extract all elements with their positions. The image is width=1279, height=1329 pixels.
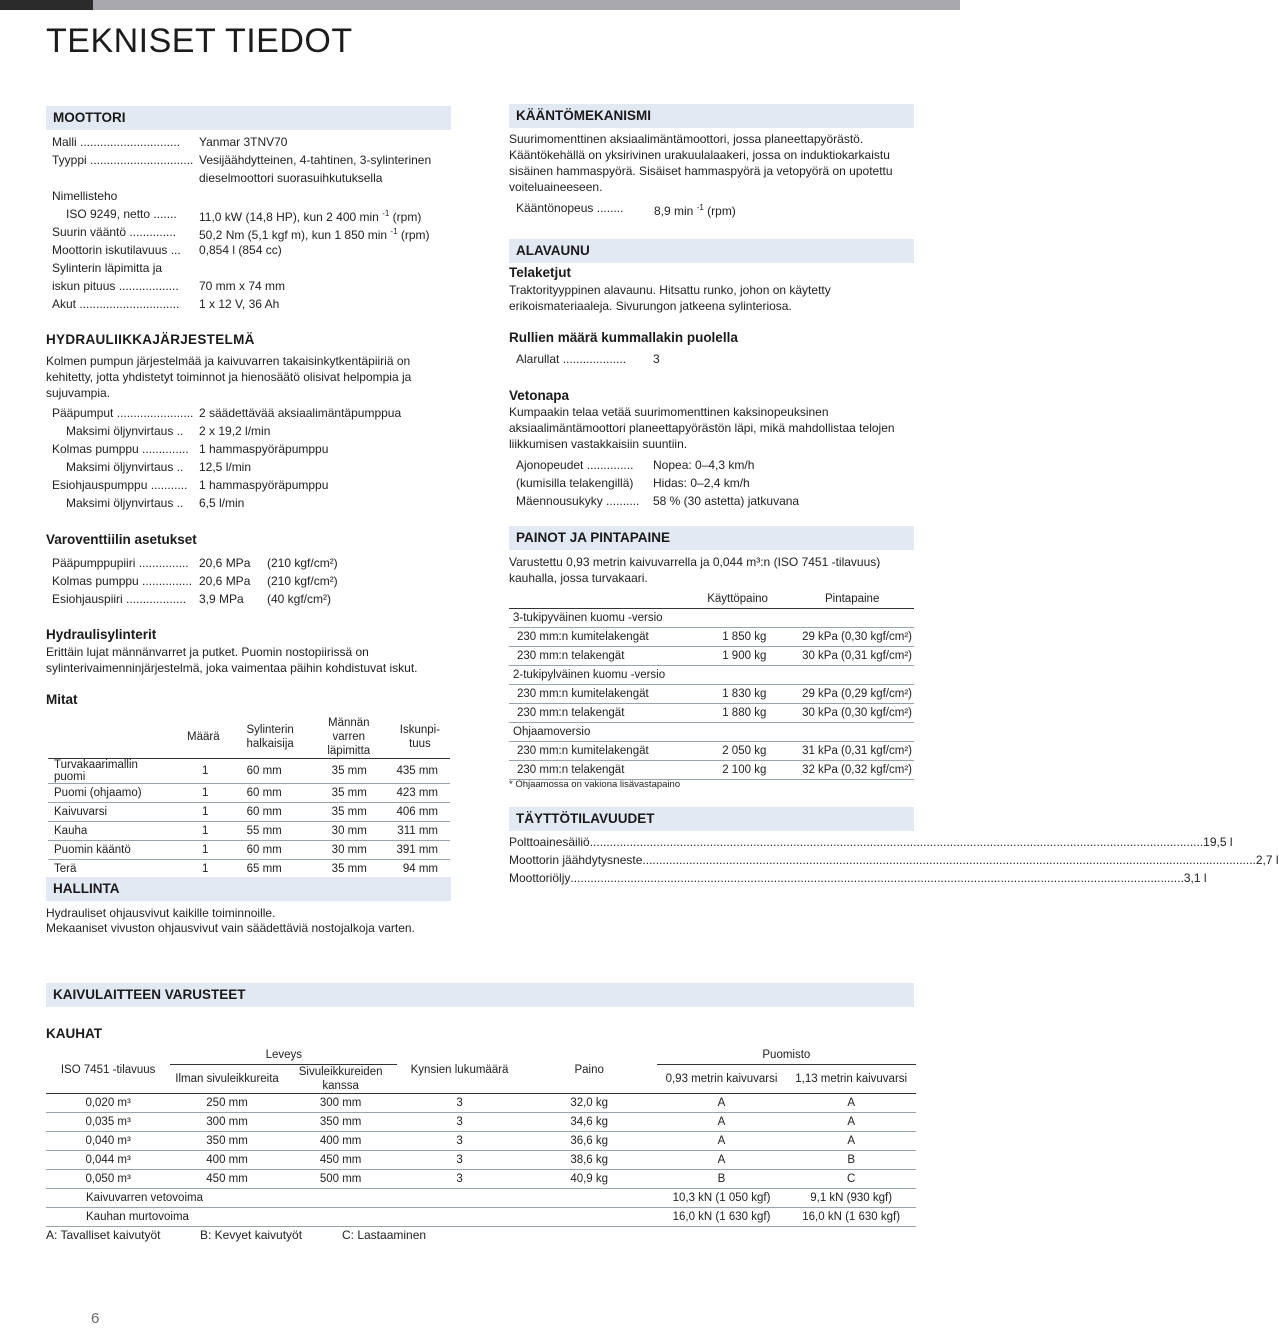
kauhat-header-paino: Paino	[522, 1046, 657, 1094]
ajonopeus-value: 58 % (30 astetta) jatkuvana	[653, 494, 800, 508]
moottori-specs	[52, 133, 452, 313]
hydrauliikka-label: Pääpumput .......................	[52, 406, 194, 420]
painot-footnote: * Ohjaamossa on vakiona lisävastapaino	[509, 779, 681, 790]
varoventtiili-value-2: (40 kgf/cm²)	[267, 592, 332, 606]
moottori-row	[52, 277, 452, 295]
painot-cell: 30 kPa (0,30 kgf/cm²)	[790, 704, 914, 723]
kauhat-cell: 500 mm	[284, 1170, 398, 1189]
varoventtiili-label: Pääpumppupiiri ...............	[52, 556, 189, 570]
kauhat-cell: 0,044 m³	[46, 1151, 170, 1170]
mitat-cell: 1	[174, 822, 233, 841]
hydrauliikka-value: 2 säädettävää aksiaalimäntäpumppua	[199, 406, 402, 420]
varoventtiili-row	[52, 590, 452, 608]
painot-cell: 29 kPa (0,29 kgf/cm²)	[790, 685, 914, 704]
dot-leader: ........................................................................................................................................................................................	[589, 835, 1204, 849]
moottori-label: ISO 9249, netto .......	[66, 207, 177, 221]
kauhat-force-label: Kaivuvarren vetovoima	[46, 1189, 284, 1208]
hallinta-heading: HALLINTA	[46, 877, 451, 901]
moottori-row	[52, 169, 452, 187]
moottori-row	[52, 151, 452, 169]
mitat-cell: 391 mm	[390, 841, 450, 860]
painot-cell: 1 900 kg	[685, 647, 791, 666]
mitat-cell: 35 mm	[308, 803, 390, 822]
hydrauliikka-label: Maksimi öljynvirtaus ..	[66, 460, 184, 474]
kaantonopeus-value: 8,9 min $^{-1}$ (rpm)	[654, 203, 736, 218]
kauhat-cell: B	[786, 1151, 916, 1170]
alavaunu-heading: ALAVAUNU	[509, 239, 914, 263]
ajonopeus-label: Mäennousukyky ..........	[516, 494, 640, 508]
kauhat-force-empty	[284, 1189, 657, 1208]
painot-cell: 32 kPa (0,32 kgf/cm²)	[790, 761, 914, 780]
hydrauliikka-label: Esiohjauspumppu ...........	[52, 478, 188, 492]
kauhat-header-puomisto: Puomisto	[657, 1046, 916, 1065]
hallinta-line-1: Hydrauliset ohjausvivut kaikille toiminnoille.	[46, 906, 276, 920]
moottori-value: 1 x 12 V, 36 Ah	[199, 297, 280, 311]
kauhat-cell: 3	[397, 1113, 521, 1132]
moottori-value: 50,2 Nm (5,1 kgf m), kun 1 850 min $^{-1}$ (rpm)	[199, 227, 430, 242]
tayttotilavuudet-list	[509, 833, 1279, 887]
kauhat-cell: A	[657, 1132, 787, 1151]
kauhat-cell: 400 mm	[284, 1132, 398, 1151]
mitat-cell: 35 mm	[308, 759, 390, 784]
kauhat-cell: C	[786, 1170, 916, 1189]
moottori-value: dieselmoottori suorasuihkutuksella	[199, 171, 383, 185]
mitat-cell: 406 mm	[390, 803, 450, 822]
painot-row-label: 230 mm:n kumitelakengät	[509, 685, 685, 704]
painot-cell: 31 kPa (0,31 kgf/cm²)	[790, 742, 914, 761]
kauhat-cell: 3	[397, 1132, 521, 1151]
moottori-label: Malli ..............................	[52, 135, 181, 149]
alarullat-label: Alarullat ...................	[516, 352, 627, 366]
varoventtiili-value: 20,6 MPa	[199, 574, 251, 588]
ajonopeus-row	[516, 474, 911, 492]
painot-group-title: 3-tukipyväinen kuomu -versio	[509, 609, 914, 628]
ajonopeus-value: Nopea: 0–4,3 km/h	[653, 458, 755, 472]
hydrauliikka-row	[52, 404, 452, 422]
painot-group-row	[509, 666, 914, 685]
moottori-label	[52, 169, 199, 187]
kaantomekanismi-text: Suurimomenttinen aksiaalimäntämoottori, jossa planeettapyörästö. Kääntökehällä on yksirivinen urakuulalaakeri, jossa on induktiokarkaistu sisäinen hammaspyörä. Sisäiset hammaspyörä ja vetopyörä on upotettu voiteluaineeseen.	[509, 132, 893, 194]
painot-cell: 1 880 kg	[685, 704, 791, 723]
hydrauliikka-value: 2 x 19,2 l/min	[199, 424, 271, 438]
painot-row-label: 230 mm:n telakengät	[509, 647, 685, 666]
moottori-value: 11,0 kW (14,8 HP), kun 2 400 min $^{-1}$ (rpm)	[199, 209, 422, 224]
kauhat-cell: 32,0 kg	[522, 1094, 657, 1113]
kauhat-cell: 0,040 m³	[46, 1132, 170, 1151]
kauhat-cell: 450 mm	[284, 1151, 398, 1170]
moottori-label: Nimellisteho	[52, 189, 118, 203]
kauhat-cell: A	[786, 1132, 916, 1151]
painot-cell: 1 850 kg	[685, 628, 791, 647]
kauhat-cell: A	[657, 1151, 787, 1170]
painot-row-label: 230 mm:n telakengät	[509, 704, 685, 723]
table-row	[46, 1113, 916, 1132]
mitat-header-lapimitta: Männän varren läpimitta	[308, 716, 390, 759]
kauhat-cell: B	[657, 1170, 787, 1189]
table-row	[46, 1132, 916, 1151]
mitat-cell: 423 mm	[390, 784, 450, 803]
mitat-cell: 30 mm	[308, 841, 390, 860]
mitat-heading: Mitat	[46, 692, 78, 707]
hydrauliikka-value: 12,5 l/min	[199, 460, 252, 474]
mitat-cell: 311 mm	[390, 822, 450, 841]
moottori-label: Sylinterin läpimitta ja	[52, 261, 163, 275]
hydraulisylinterit-heading: Hydraulisylinterit	[46, 627, 157, 642]
kauhat-table	[46, 1046, 916, 1227]
table-row	[509, 628, 914, 647]
hydrauliikka-value: 1 hammaspyöräpumppu	[199, 442, 329, 456]
kauhat-cell: A	[786, 1113, 916, 1132]
moottori-label: Moottorin iskutilavuus ...	[52, 243, 181, 257]
kauhat-force-empty	[284, 1208, 657, 1227]
tayttotilavuus-row	[509, 869, 1207, 887]
rullat-heading: Rullien määrä kummallakin puolella	[509, 330, 738, 345]
kauhat-cell: 300 mm	[170, 1113, 284, 1132]
kauhat-cell: 36,6 kg	[522, 1132, 657, 1151]
moottori-label: Tyyppi ...............................	[52, 153, 194, 167]
dot-leader: ........................................................................................................................................................................................	[642, 853, 1256, 867]
varoventtiili-value-2: (210 kgf/cm²)	[267, 556, 338, 570]
kauhat-header-sivu: Sivuleikkureiden kanssa	[284, 1065, 398, 1094]
painot-cell: 1 830 kg	[685, 685, 791, 704]
ajonopeudet-specs	[516, 456, 911, 510]
mitat-cell: 35 mm	[308, 784, 390, 803]
kauhat-cell: 300 mm	[284, 1094, 398, 1113]
tayttotilavuus-value: 3,1 l	[1183, 871, 1207, 885]
kauhat-header-113: 1,13 metrin kaivuvarsi	[786, 1065, 916, 1094]
painot-row-label: 230 mm:n telakengät	[509, 761, 685, 780]
painot-corner	[509, 590, 685, 609]
hydrauliikka-row	[52, 476, 452, 494]
kauhat-cell: A	[786, 1094, 916, 1113]
table-row	[46, 1189, 916, 1208]
moottori-value: 0,854 l (854 cc)	[199, 243, 282, 257]
painot-cell: 2 100 kg	[685, 761, 791, 780]
hallinta-line-2: Mekaaniset vivuston ohjausvivut vain säädettäviä nostojalkoja varten.	[46, 921, 415, 935]
top-bar	[0, 0, 960, 10]
kaantomekanismi-heading: KÄÄNTÖMEKANISMI	[509, 104, 914, 128]
kauhat-header-093: 0,93 metrin kaivuvarsi	[657, 1065, 787, 1094]
varoventtiili-row	[52, 554, 452, 572]
kauhat-force-value: 10,3 kN (1 050 kgf)	[657, 1189, 787, 1208]
hydrauliikka-label: Maksimi öljynvirtaus ..	[66, 424, 184, 438]
moottori-row	[52, 223, 452, 241]
varoventtiili-value: 3,9 MPa	[199, 592, 244, 606]
kauhat-cell: 38,6 kg	[522, 1151, 657, 1170]
moottori-value: Yanmar 3TNV70	[199, 135, 288, 149]
kaivulaitteet-heading: KAIVULAITTEEN VARUSTEET	[46, 983, 914, 1007]
painot-group-row	[509, 723, 914, 742]
moottori-value: Vesijäähdytteinen, 4-tahtinen, 3-sylinterinen	[199, 153, 432, 167]
moottori-row	[52, 295, 452, 313]
table-row	[509, 685, 914, 704]
mitat-cell: 65 mm	[233, 860, 308, 879]
kauhat-cell: 40,9 kg	[522, 1170, 657, 1189]
mitat-cell: 30 mm	[308, 822, 390, 841]
mitat-cell: 1	[174, 860, 233, 879]
moottori-row	[52, 259, 452, 277]
mitat-cell: 1	[174, 784, 233, 803]
tayttotilavuus-value: 19,5 l	[1203, 835, 1233, 849]
mitat-cell: 94 mm	[390, 860, 450, 879]
vetonapa-text: Kumpaakin telaa vetää suurimomenttinen kaksinopeuksinen aksiaalimäntämoottori planeettapyörästön läpi, mikä mahdollistaa telojen liikkumisen vastakkaisiin suuntiin.	[509, 405, 895, 451]
alarullat-row	[516, 350, 911, 368]
mitat-cell: 1	[174, 803, 233, 822]
painot-row-label: 230 mm:n kumitelakengät	[509, 628, 685, 647]
table-row	[48, 759, 450, 784]
hydrauliikka-row	[52, 422, 452, 440]
moottori-row	[52, 241, 452, 259]
hydrauliikka-value: 6,5 l/min	[199, 496, 245, 510]
tayttotilavuus-row	[509, 833, 1233, 851]
kaantonopeus-row	[516, 199, 911, 217]
tayttotilavuus-label: Moottoriöljy	[509, 871, 571, 885]
varoventtiili-row	[52, 572, 452, 590]
moottori-row	[52, 133, 452, 151]
kauhat-cell: 34,6 kg	[522, 1113, 657, 1132]
hydrauliikka-intro: Kolmen pumpun järjestelmää ja kaivuvarren takaisinkytkentäpiiriä on kehitetty, jotta yhdistetyt toiminnot ja hienosäätö olisivat helpompia ja sujuvampia.	[46, 354, 412, 400]
painot-table	[509, 590, 914, 780]
varoventtiili-label: Esiohjauspiiri ..................	[52, 592, 187, 606]
table-row	[48, 822, 450, 841]
tayttotilavuus-value: 2,7 l	[1255, 853, 1279, 867]
mitat-row-label: Kauha	[48, 822, 174, 841]
kauhat-cell: 250 mm	[170, 1094, 284, 1113]
kauhat-force-label: Kauhan murtovoima	[46, 1208, 284, 1227]
mitat-cell: 1	[174, 759, 233, 784]
tayttotilavuus-label: Moottorin jäähdytysneste	[509, 853, 643, 867]
kauhat-header-iso: ISO 7451 -tilavuus	[46, 1046, 170, 1094]
legend-b: B: Kevyet kaivutyöt	[200, 1228, 303, 1242]
kauhat-cell: 3	[397, 1151, 521, 1170]
kaantonopeus-label: Kääntönopeus ........	[516, 201, 624, 215]
table-row	[46, 1151, 916, 1170]
ajonopeus-label: Ajonopeudet ..............	[516, 458, 634, 472]
moottori-value: 70 mm x 74 mm	[199, 279, 286, 293]
dot-leader: ........................................................................................................................................................................................	[570, 871, 1184, 885]
alarullat-value: 3	[653, 352, 660, 366]
kauhat-force-value: 16,0 kN (1 630 kgf)	[786, 1208, 916, 1227]
tayttotilavuus-row	[509, 851, 1279, 869]
ajonopeus-label: (kumisilla telakengillä)	[516, 476, 634, 490]
kauhat-force-value: 9,1 kN (930 kgf)	[786, 1189, 916, 1208]
table-row	[46, 1170, 916, 1189]
moottori-label: Akut ..............................	[52, 297, 180, 311]
kauhat-cell: 0,035 m³	[46, 1113, 170, 1132]
ajonopeus-value: Hidas: 0–2,4 km/h	[653, 476, 750, 490]
top-bar-accent	[0, 0, 93, 10]
mitat-cell: 55 mm	[233, 822, 308, 841]
hydrauliikka-label: Kolmas pumppu ..............	[52, 442, 189, 456]
table-row	[46, 1208, 916, 1227]
varoventtiili-value-2: (210 kgf/cm²)	[267, 574, 338, 588]
kauhat-cell: 3	[397, 1170, 521, 1189]
telaketjut-heading: Telaketjut	[509, 265, 572, 280]
hydrauliikka-row	[52, 494, 452, 512]
table-row	[48, 860, 450, 879]
mitat-header-iskunpituus: Iskunpi- tuus	[390, 716, 450, 759]
mitat-table	[48, 716, 450, 879]
kauhat-cell: A	[657, 1094, 787, 1113]
mitat-header-maara: Määrä	[174, 716, 233, 759]
kauhat-cell: 0,050 m³	[46, 1170, 170, 1189]
hydrauliikka-value: 1 hammaspyöräpumppu	[199, 478, 329, 492]
painot-header-kayttopaino: Käyttöpaino	[685, 590, 791, 609]
mitat-header-halkaisija: Sylinterin halkaisija	[233, 716, 308, 759]
mitat-row-label: Turvakaarimallin puomi	[48, 759, 174, 784]
kauhat-cell: 3	[397, 1094, 521, 1113]
kauhat-force-value: 16,0 kN (1 630 kgf)	[657, 1208, 787, 1227]
mitat-corner	[48, 716, 174, 759]
mitat-cell: 60 mm	[233, 841, 308, 860]
kauhat-header-kynnet: Kynsien lukumäärä	[397, 1046, 521, 1094]
moottori-heading: MOOTTORI	[46, 106, 451, 130]
kauhat-cell: A	[657, 1113, 787, 1132]
legend-c: C: Lastaaminen	[342, 1228, 427, 1242]
kauhat-cell: 400 mm	[170, 1151, 284, 1170]
hydrauliikka-specs	[52, 404, 452, 512]
table-row	[509, 704, 914, 723]
telaketjut-text: Traktorityyppinen alavaunu. Hitsattu runko, johon on käytetty erikoismateriaaleja. Sivurungon jatkeena sylinteriosa.	[509, 283, 831, 313]
page-title: TEKNISET TIEDOT	[46, 22, 353, 60]
kauhat-heading: KAUHAT	[46, 1026, 102, 1041]
table-row	[46, 1094, 916, 1113]
mitat-cell: 435 mm	[390, 759, 450, 784]
kauhat-header-leveys: Leveys	[170, 1046, 397, 1065]
painot-heading: PAINOT JA PINTAPAINE	[509, 526, 914, 550]
mitat-cell: 60 mm	[233, 759, 308, 784]
hydrauliikka-heading: HYDRAULIIKKAJÄRJESTELMÄ	[46, 332, 255, 347]
table-row	[48, 784, 450, 803]
painot-cell: 29 kPa (0,30 kgf/cm²)	[790, 628, 914, 647]
mitat-row-label: Puomi (ohjaamo)	[48, 784, 174, 803]
painot-cell: 2 050 kg	[685, 742, 791, 761]
moottori-row	[52, 205, 452, 223]
tayttotilavuudet-heading: TÄYTTÖTILAVUUDET	[509, 807, 914, 831]
painot-cell: 30 kPa (0,31 kgf/cm²)	[790, 647, 914, 666]
page-number: 6	[91, 1310, 100, 1327]
moottori-label: iskun pituus ..................	[52, 279, 179, 293]
painot-intro: Varustettu 0,93 metrin kaivuvarrella ja 0,044 m³:n (ISO 7451 -tilavuus) kauhalla, jossa turvakaari.	[509, 555, 881, 585]
painot-group-row	[509, 609, 914, 628]
mitat-cell: 35 mm	[308, 860, 390, 879]
legend-a: A: Tavalliset kaivutyöt	[46, 1228, 161, 1242]
ajonopeus-row	[516, 456, 911, 474]
mitat-cell: 60 mm	[233, 784, 308, 803]
mitat-row-label: Puomin kääntö	[48, 841, 174, 860]
painot-header-pintapaine: Pintapaine	[790, 590, 914, 609]
kauhat-cell: 350 mm	[170, 1132, 284, 1151]
painot-group-title: Ohjaamoversio	[509, 723, 914, 742]
kauhat-header-ilman: Ilman sivuleikkureita	[170, 1065, 284, 1094]
mitat-row-label: Kaivuvarsi	[48, 803, 174, 822]
kauhat-cell: 450 mm	[170, 1170, 284, 1189]
mitat-row-label: Terä	[48, 860, 174, 879]
hydrauliikka-label: Maksimi öljynvirtaus ..	[66, 496, 184, 510]
mitat-cell: 60 mm	[233, 803, 308, 822]
tayttotilavuus-label: Polttoainesäiliö	[509, 835, 590, 849]
hydrauliikka-row	[52, 458, 452, 476]
table-row	[509, 742, 914, 761]
moottori-label: Suurin vääntö ..............	[52, 225, 177, 239]
hydraulisylinterit-text: Erittäin lujat männänvarret ja putket. Puomin nostopiirissä on sylinterivaimenninjärjestelmä, joka vaimentaa päihin kohdistuvat iskut.	[46, 645, 418, 675]
mitat-cell: 1	[174, 841, 233, 860]
varoventtiili-value: 20,6 MPa	[199, 556, 251, 570]
table-row	[509, 647, 914, 666]
vetonapa-heading: Vetonapa	[509, 388, 570, 403]
table-row	[48, 841, 450, 860]
table-row	[48, 803, 450, 822]
kauhat-cell: 0,020 m³	[46, 1094, 170, 1113]
hydrauliikka-row	[52, 440, 452, 458]
varoventtiili-label: Kolmas pumppu ...............	[52, 574, 193, 588]
painot-group-title: 2-tukipylväinen kuomu -versio	[509, 666, 914, 685]
moottori-row	[52, 187, 452, 205]
ajonopeus-row	[516, 492, 911, 510]
kauhat-cell: 350 mm	[284, 1113, 398, 1132]
painot-row-label: 230 mm:n kumitelakengät	[509, 742, 685, 761]
varoventtiilit-heading: Varoventtiilin asetukset	[46, 532, 197, 547]
varoventtiilit-specs	[52, 554, 452, 608]
